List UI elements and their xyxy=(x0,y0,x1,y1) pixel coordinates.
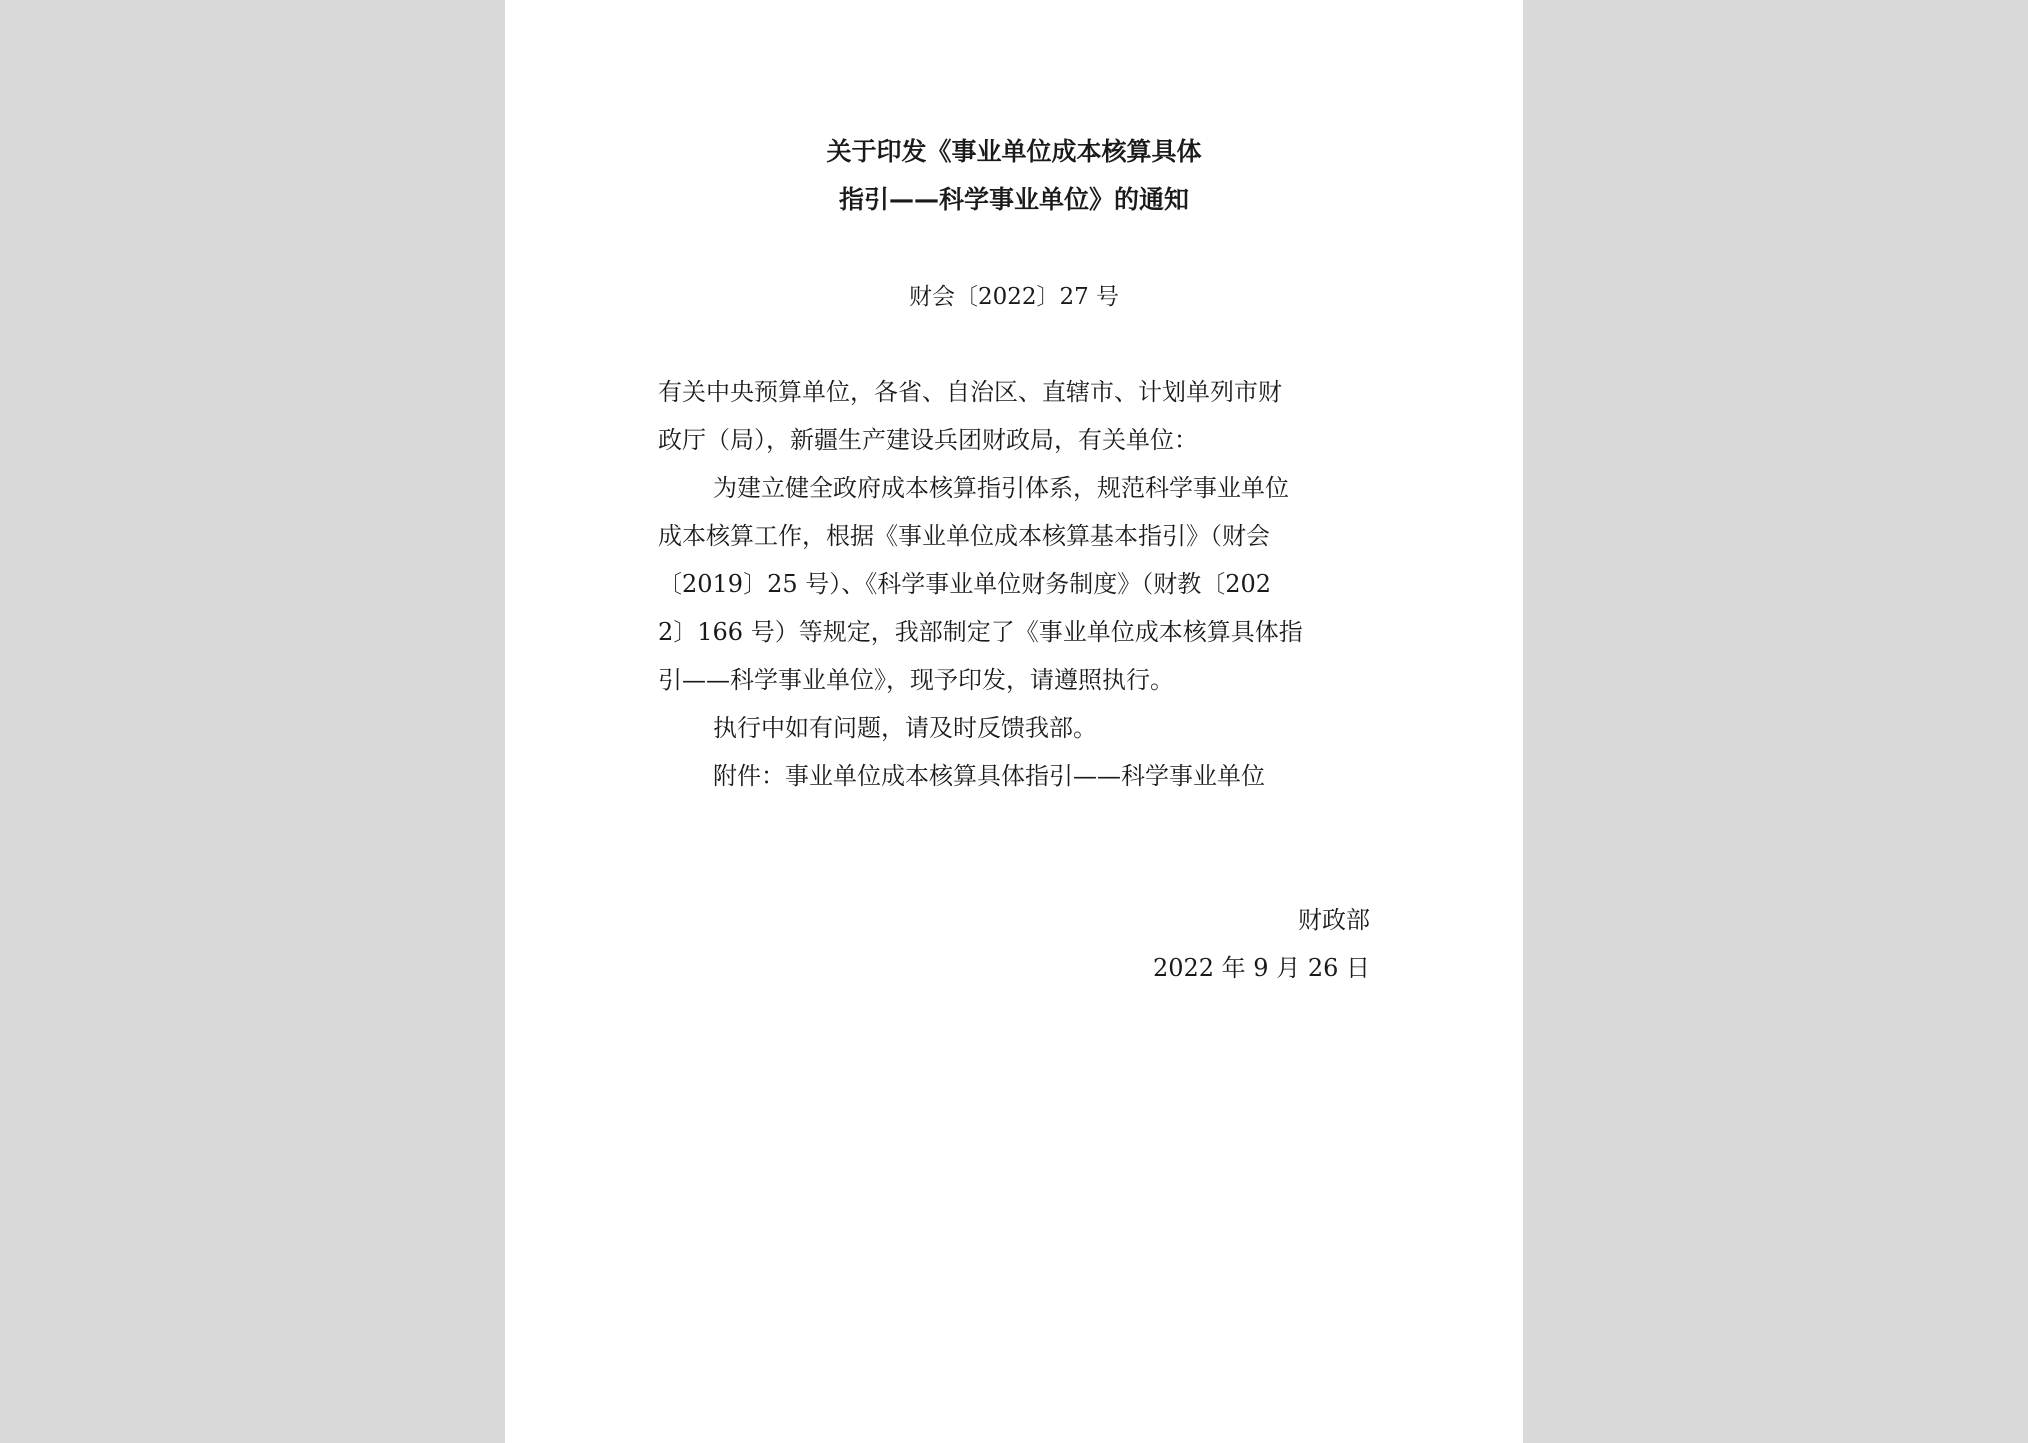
paragraph-1-line-3: 〔2019〕25 号）、《科学事业单位财务制度》（财教〔202 xyxy=(658,570,1272,598)
addressee-line-2: 政厅（局），新疆生产建设兵团财政局，有关单位： xyxy=(658,426,1198,454)
document-title-line-1: 关于印发《事业单位成本核算具体 xyxy=(826,137,1202,166)
document-title-line-2: 指引——科学事业单位》的通知 xyxy=(838,185,1189,214)
issue-date: 2022 年 9 月 26 日 xyxy=(1152,954,1370,982)
paragraph-1-line-2: 成本核算工作，根据《事业单位成本核算基本指引》（财会 xyxy=(658,522,1270,550)
paragraph-1-line-1: 为建立健全政府成本核算指引体系，规范科学事业单位 xyxy=(713,474,1289,502)
addressee-line-1: 有关中央预算单位，各省、自治区、直辖市、计划单列市财 xyxy=(658,378,1282,406)
document-page xyxy=(505,0,1523,1443)
document-number: 财会〔2022〕27 号 xyxy=(908,284,1120,310)
paragraph-1-line-5: 引——科学事业单位》，现予印发，请遵照执行。 xyxy=(658,666,1174,694)
attachment-line: 附件：事业单位成本核算具体指引——科学事业单位 xyxy=(713,762,1265,790)
issuer-signature: 财政部 xyxy=(1298,906,1370,934)
paragraph-1-line-4: 2〕166 号）等规定，我部制定了《事业单位成本核算具体指 xyxy=(658,618,1303,646)
paragraph-2: 执行中如有问题，请及时反馈我部。 xyxy=(713,714,1097,742)
